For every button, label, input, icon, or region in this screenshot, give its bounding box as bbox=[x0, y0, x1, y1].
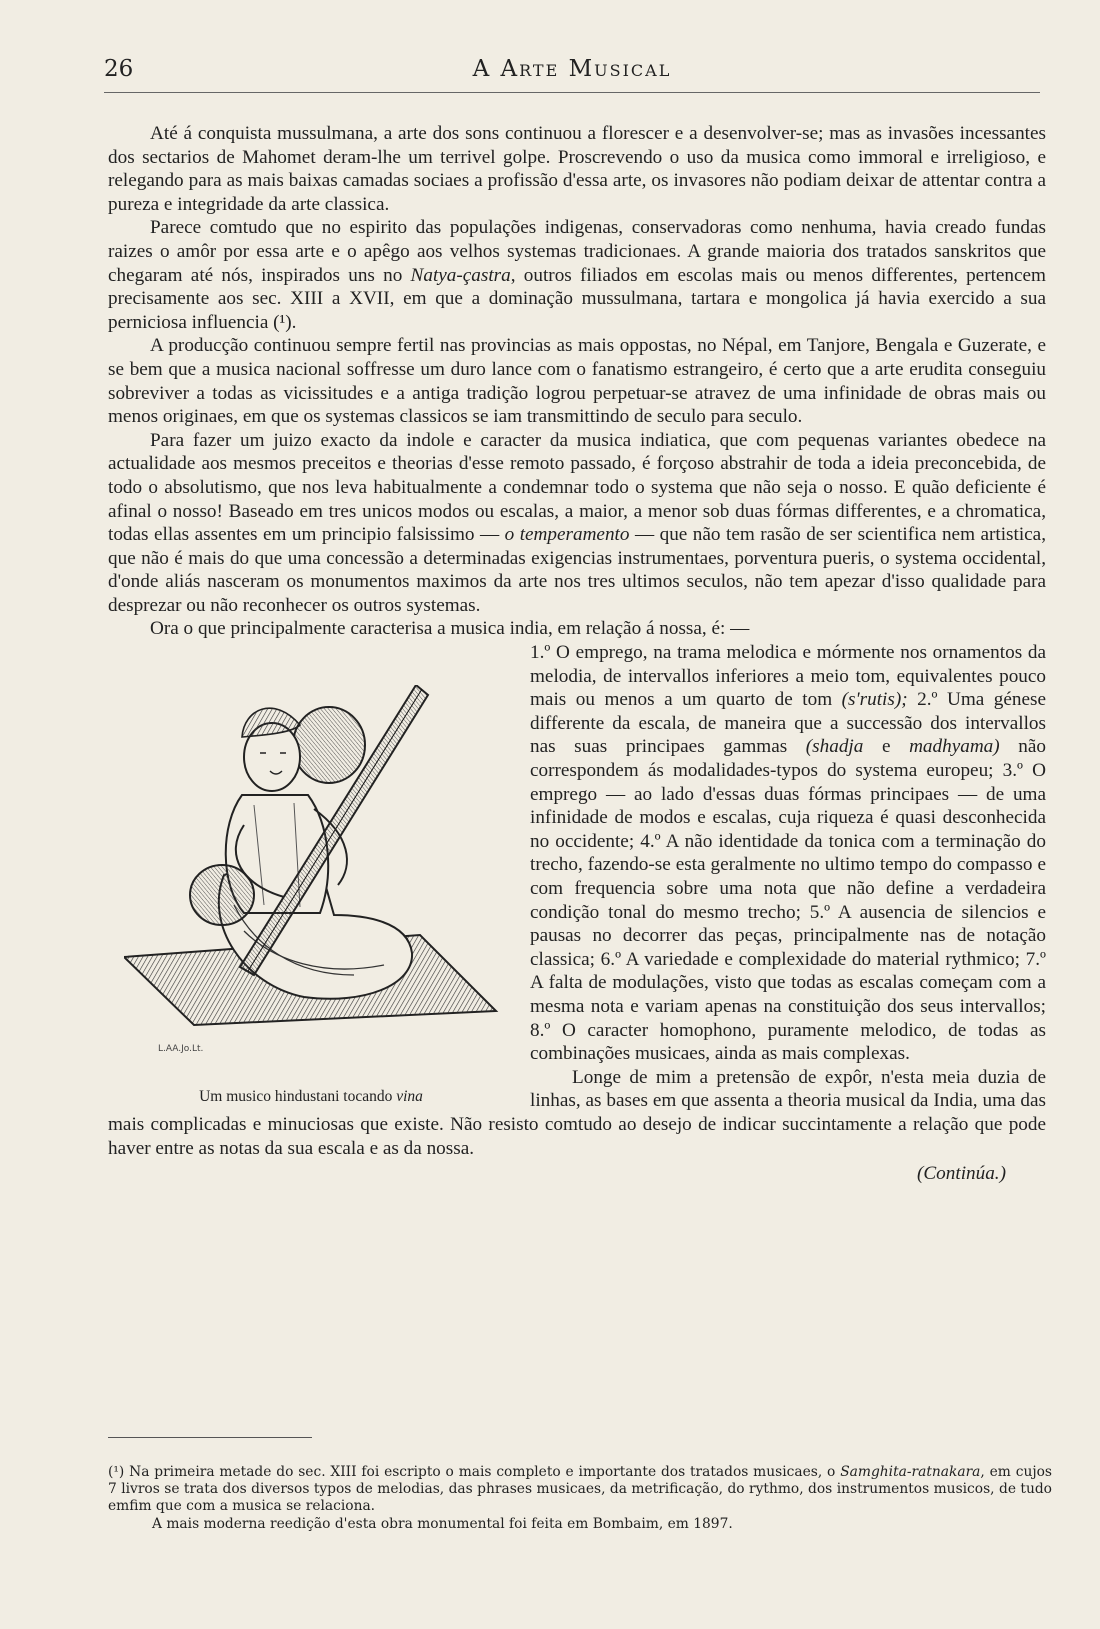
paragraph-1: Até á conquista mussulmana, a arte dos sons continuou a florescer e a desenvolver-se; mas as invasões incessantes dos sectarios de Mahomet deram-lhe um terrivel golpe. Proscrevendo o uso da musica como immoral e irreligioso, e relegando para as mais baixas camadas sociaes a profissão d'essa arte, os invasores não podiam deixar de attentar contra a pureza e integridade da arte classica. bbox=[108, 123, 1046, 215]
musician-illustration bbox=[124, 685, 504, 1065]
paragraph-2 bbox=[108, 216, 1046, 334]
text-run: (¹) Na primeira metade do sec. XIII foi escripto o mais completo e importante dos tratados musicaes, o bbox=[108, 1464, 841, 1480]
figure-caption bbox=[108, 1085, 514, 1109]
text-run: — que não tem rasão de ser scientifica nem artistica, que não é mais do que uma concessão a determinadas exigencias instrumentaes, porventura pueris, o systema occidental, d'onde aliás nasceram os monumentos maximos da arte nos tres ultimos seculos, não tem apezar d'isso qualidade para desprezar ou não reconhecer os outros systemas. bbox=[108, 524, 1046, 616]
italic-term: o temperamento bbox=[504, 524, 630, 546]
caption-italic: vina bbox=[396, 1088, 423, 1106]
paragraph-7: Longe de mim a pretensão de expôr, n'esta meia duzia de linhas, as bases em que assenta a theoria musical da India, uma das mais complicadas e minuciosas que existe. Não resisto comtudo ao desejo de indicar succintamente a relação que pode haver entre as notas da sua escala e as da nossa. bbox=[108, 1066, 1046, 1159]
paragraph-6 bbox=[108, 641, 1046, 1106]
text-run: 1.º O emprego, na trama melodica e mórmente nos ornamentos da melodia, de intervallos inferiores a meio tom, equivalentes pouco mais ou menos a um quarto de tom bbox=[530, 642, 1046, 711]
paragraph-4 bbox=[108, 429, 1046, 618]
text-run: Parece comtudo que no espirito das populações indigenas, conservadoras como nenhuma, havia creado fundas raizes o amôr por essa arte e o apêgo aos velhos systemas tradicionaes. A grande maioria dos tratados sanskritos que chegaram até nós, inspirados uns no bbox=[108, 217, 1046, 286]
continued-note: (Continúa.) bbox=[916, 1163, 1006, 1185]
journal-title: A Arte Musical bbox=[472, 56, 672, 82]
text-run: , outros filiados em escolas mais ou menos differentes, pertencem precisamente aos sec. XIII a XVII, em que a dominação mussulmana, tartara e mongolica já havia exercido a sua perniciosa influencia (¹). bbox=[108, 264, 1046, 333]
footnote-rule bbox=[108, 1437, 312, 1438]
caption-text: Um musico hindustani tocando bbox=[199, 1088, 397, 1106]
text-run: 2.º Uma génese differente da escala, de maneira que a successão dos intervallos nas suas principaes gammas bbox=[530, 689, 1046, 758]
footnote-1 bbox=[108, 1464, 1052, 1516]
page-number: 26 bbox=[104, 56, 134, 82]
italic-term: madhyama) bbox=[909, 736, 1000, 758]
italic-term: (s'rutis); bbox=[841, 689, 908, 711]
paragraph-5: Ora o que principalmente caracterisa a musica india, em relação á nossa, é: — bbox=[150, 618, 750, 640]
footnote-2: A mais moderna reedição d'esta obra monumental foi feita em Bombaim, em 1897. bbox=[152, 1515, 733, 1532]
footnotes bbox=[108, 1464, 1052, 1533]
text-run: Para fazer um juizo exacto da indole e caracter da musica indiatica, que com pequenas variantes obedece na actualidade aos mesmos preceitos e theorias d'esse remoto passado, é forçoso abstrahir de toda a ideia preconcebida, de todo o absolutismo, que nos leva habitualmente a condemnar todo o systema que não seja o nosso. E quão deficiente é afinal o nosso! Baseado em tres unicos modos ou escalas, a maior, a menor sob duas fórmas differentes, e a chromatica, todas ellas assentes em um principio falsissimo — bbox=[108, 429, 1046, 546]
italic-term: (shadja bbox=[805, 736, 864, 758]
engraver-mark: L.AA.Jo.Lt. bbox=[158, 1044, 204, 1055]
paragraph-3: A producção continuou sempre fertil nas provincias as mais oppostas, no Népal, em Tanjore, Bengala e Guzerate, e se bem que a musica nacional soffresse um duro lance com o fanatismo estrangeiro, é certo que a arte erudita conseguiu sobreviver a todas as vicissitudes e a antiga tradição logrou perpetuar-se atravez de uma infinidade de obras mais ou menos originaes, em que os systemas classicos se iam transmittindo de seculo para seculo. bbox=[108, 335, 1046, 428]
article-body bbox=[108, 122, 1046, 1186]
running-header bbox=[104, 56, 1040, 93]
text-run: , em cujos 7 livros se trata dos diversos typos de melodias, das phrases musicaes, da metrificação, do rythmo, dos instrumentos musicos, de tudo emfim que com a musica se relaciona. bbox=[108, 1464, 1052, 1515]
text-run: e bbox=[863, 736, 910, 758]
italic-term: Natya-çastra bbox=[410, 264, 511, 286]
text-run: não correspondem ás modalidades-typos do systema europeu; 3.º O emprego — ao lado d'essas duas fórmas principaes — de uma infinidade de modos e escalas, cuja riqueza é quasi desconhecida no occidente; 4.º A não identidade da tonica com a terminação do trecho, fazendo-se esta geralmente no ultimo tempo do compasso e com frequencia sobre uma nota que não define a verdadeira condição tonal do mesmo trecho; 5.º A ausencia de silencios e pausas no decorrer das peças, principalmente nas de notação classica; 6.º A variedade e complexidade do material rythmico; 7.º A falta de modulações, visto que todas as escalas começam com a mesma nota e variam apenas na constituição dos seus intervallos; 8.º O caracter homophono, puramente melodico, de todas as combinações musicaes, ainda as mais complexas. bbox=[530, 736, 1046, 1065]
gourd-top-shape bbox=[293, 707, 365, 783]
figure bbox=[108, 641, 514, 1107]
italic-term: Samghita-ratnakara bbox=[840, 1464, 981, 1480]
